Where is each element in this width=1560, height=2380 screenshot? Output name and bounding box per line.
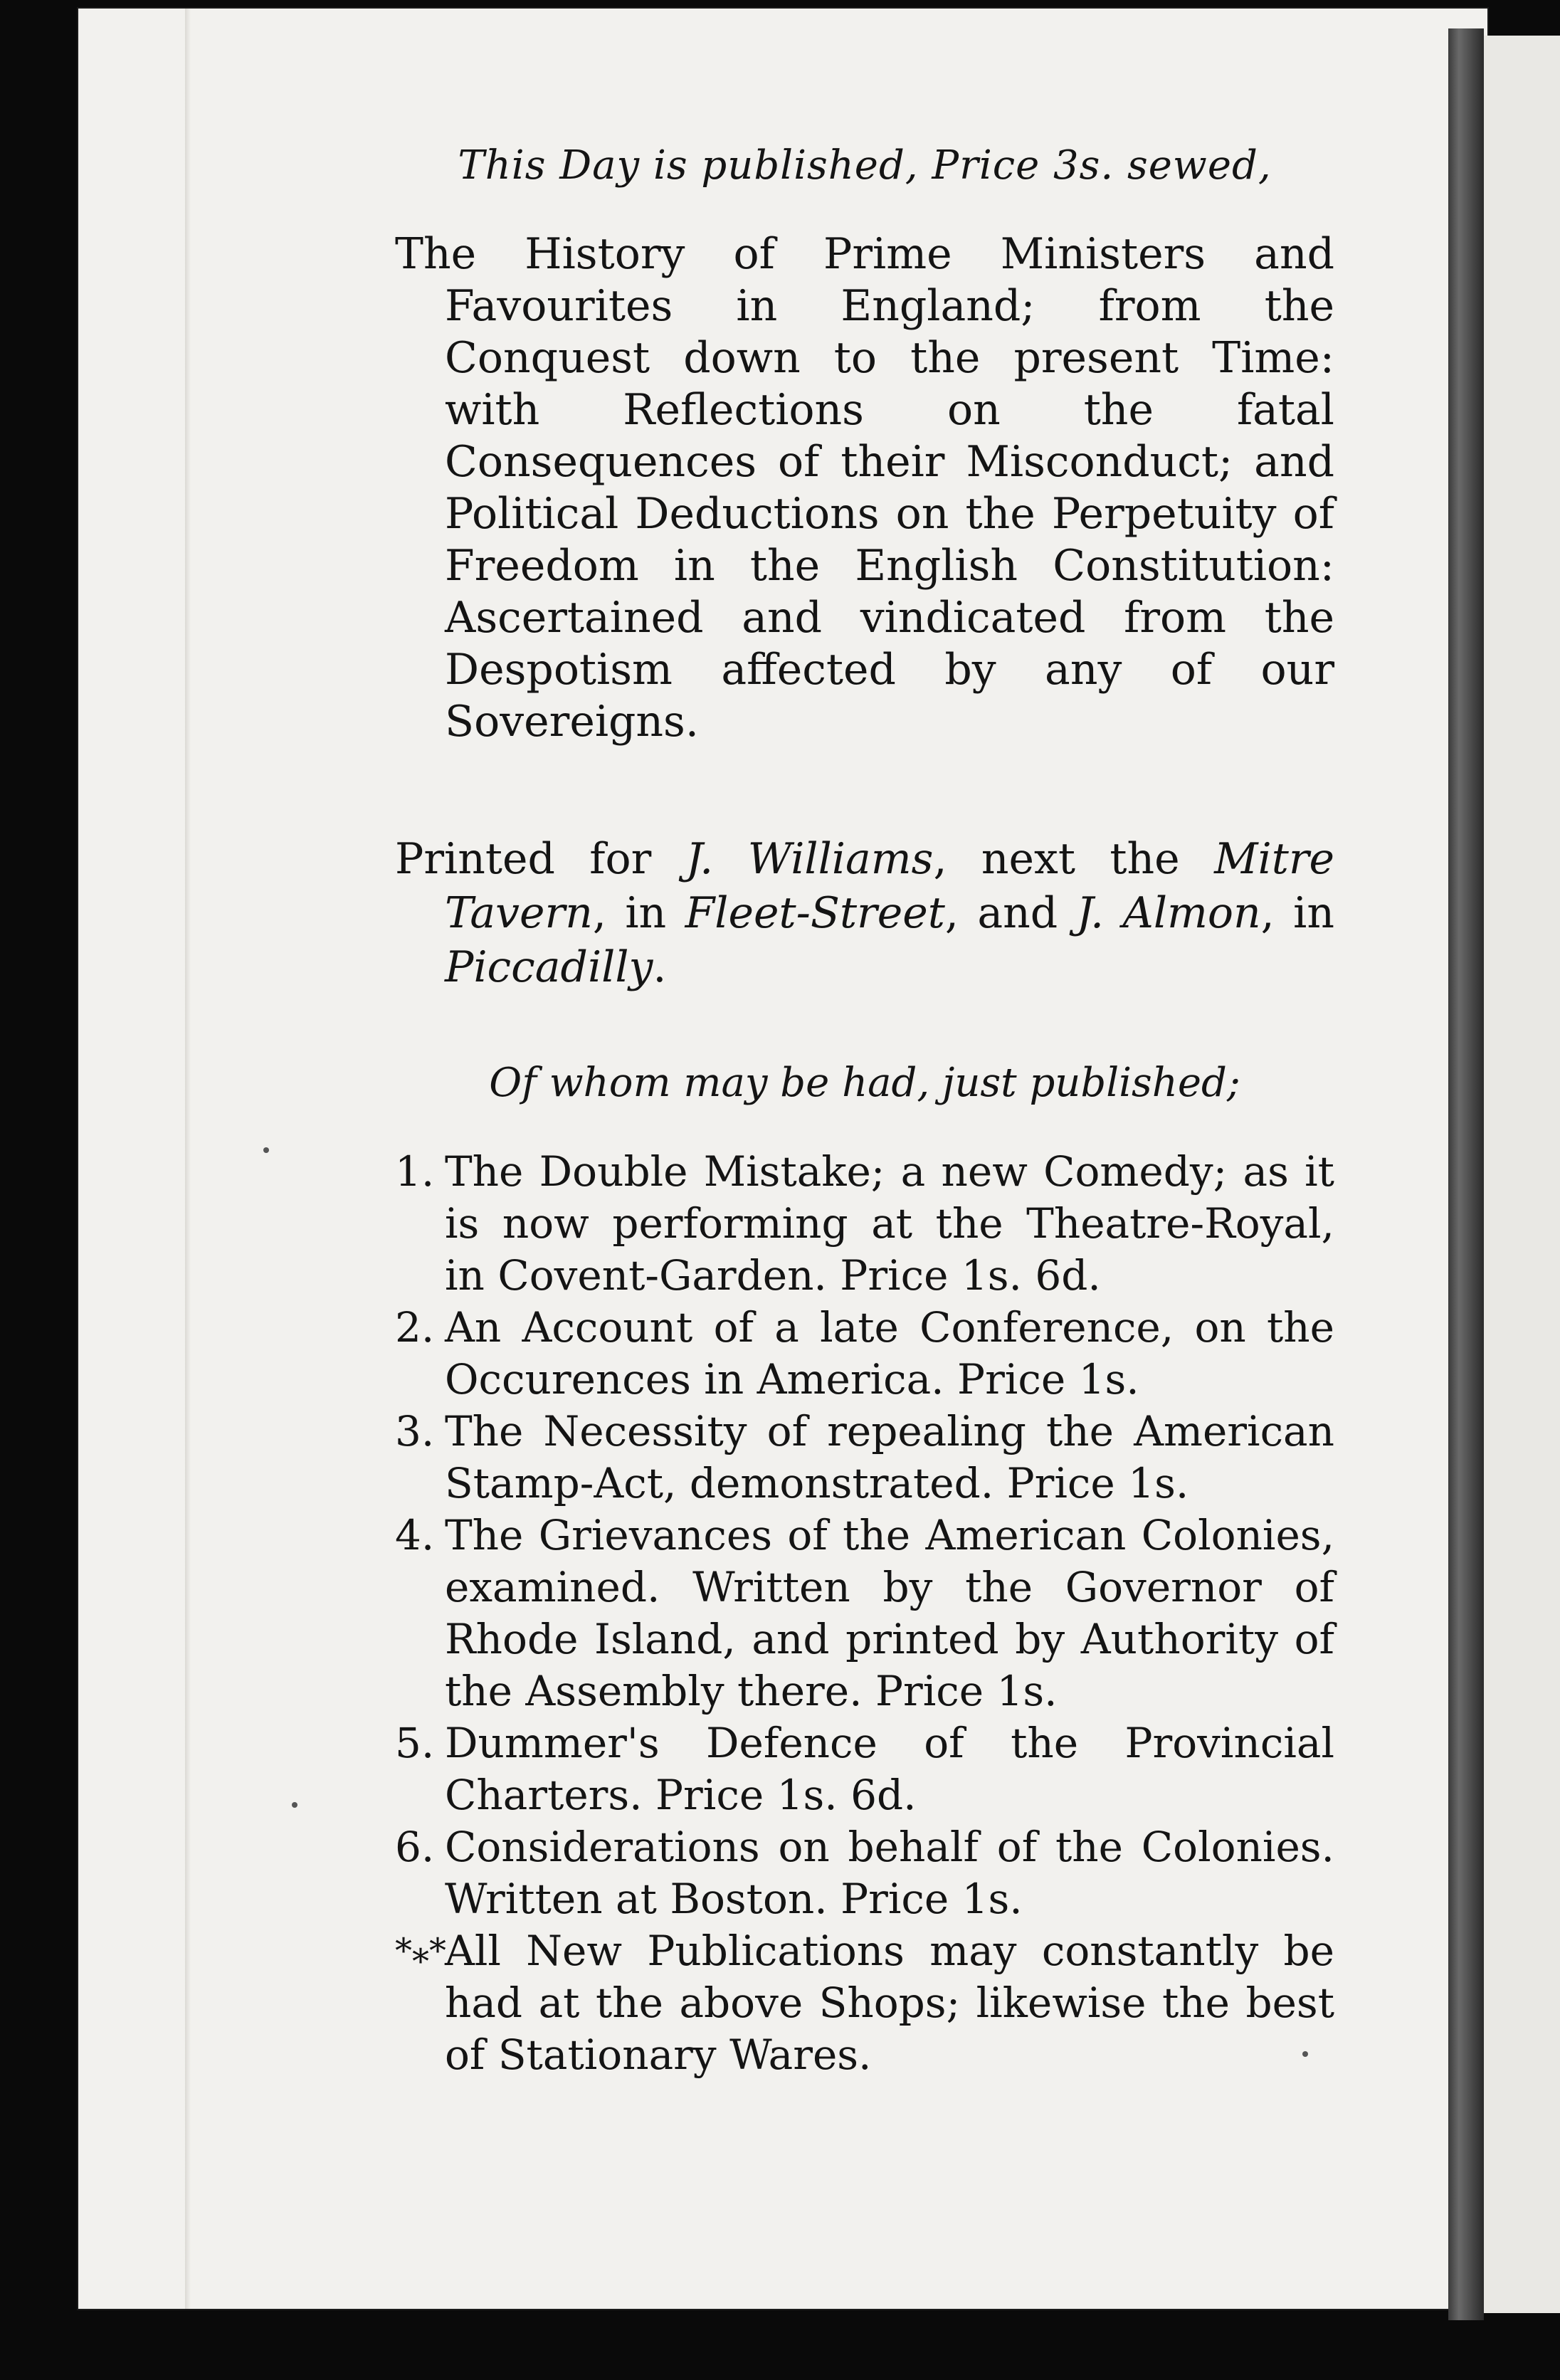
item-text: Dummer's Defence of the Provincial Charters. Price 1s. 6d. [445, 1719, 1334, 1819]
advertisement [395, 142, 1334, 2081]
item-number: 6. [395, 1823, 435, 1871]
item-number: 5. [395, 1719, 435, 1767]
list-item [395, 1406, 1334, 1510]
list-item [395, 1146, 1334, 1302]
binding-gutter [1448, 28, 1484, 2320]
imprint [395, 832, 1334, 994]
list-item [395, 1510, 1334, 1717]
ink-speck [292, 1802, 297, 1808]
location-name: Piccadilly [445, 942, 653, 992]
list-item [395, 1821, 1334, 1925]
item-number: 1. [395, 1147, 435, 1196]
list-item [395, 1302, 1334, 1406]
page-fold [185, 9, 191, 2309]
item-text: The Double Mistake; a new Comedy; as it is now performing at the Theatre-Royal, in Covent-Garden. Price 1s. 6d. [445, 1147, 1334, 1300]
imprint-text: . [653, 942, 667, 992]
item-text: The Grievances of the American Colonies, examined. Written by the Governor of Rhode Island, and printed by Authority of the Assembly there. Price 1s. [445, 1511, 1334, 1715]
ink-speck [263, 1147, 269, 1153]
tavern-name: Mitre Tavern [445, 834, 1335, 938]
street-name: Fleet-Street [685, 888, 945, 938]
imprint-text: , next the [933, 834, 1215, 884]
item-text: An Account of a late Conference, on the Occurences in America. Price 1s. [445, 1303, 1334, 1404]
note-text: All New Publications may constantly be had at the above Shops; likewise the best of Stationary Wares. [445, 1927, 1334, 2079]
book-title: The History of Prime Ministers and Favourites in England; from the Conquest down to the present Time: with Reflections on the fatal Consequences of their Misconduct; and Political Deductions on the Perpetuity of Freedom in the English Constitution: Ascertained and vindicated from the Despotism affected by any of our Sovereigns. [395, 229, 1334, 747]
imprint-text: , in [592, 888, 685, 938]
printer-name: J. Williams [685, 834, 934, 884]
bookseller-name: J. Almon [1076, 888, 1261, 938]
item-text: Considerations on behalf of the Colonies. Written at Boston. Price 1s. [445, 1823, 1334, 1923]
item-number: 3. [395, 1407, 435, 1455]
list-heading: Of whom may be had, just published; [489, 1060, 1240, 1106]
facing-page-edge [1484, 36, 1560, 2313]
publication-list [395, 1146, 1334, 1925]
asterism-icon: *⁎* [395, 1931, 446, 1971]
imprint-text: , and [944, 888, 1077, 938]
item-number: 4. [395, 1511, 435, 1559]
imprint-text: Printed for [395, 834, 686, 884]
item-text: The Necessity of repealing the American Stamp-Act, demonstrated. Price 1s. [445, 1407, 1334, 1507]
closing-note [395, 1925, 1334, 2081]
list-item [395, 1717, 1334, 1821]
imprint-text: , in [1260, 888, 1334, 938]
item-number: 2. [395, 1303, 435, 1352]
advert-heading: This Day is published, Price 3s. sewed, [458, 142, 1272, 189]
